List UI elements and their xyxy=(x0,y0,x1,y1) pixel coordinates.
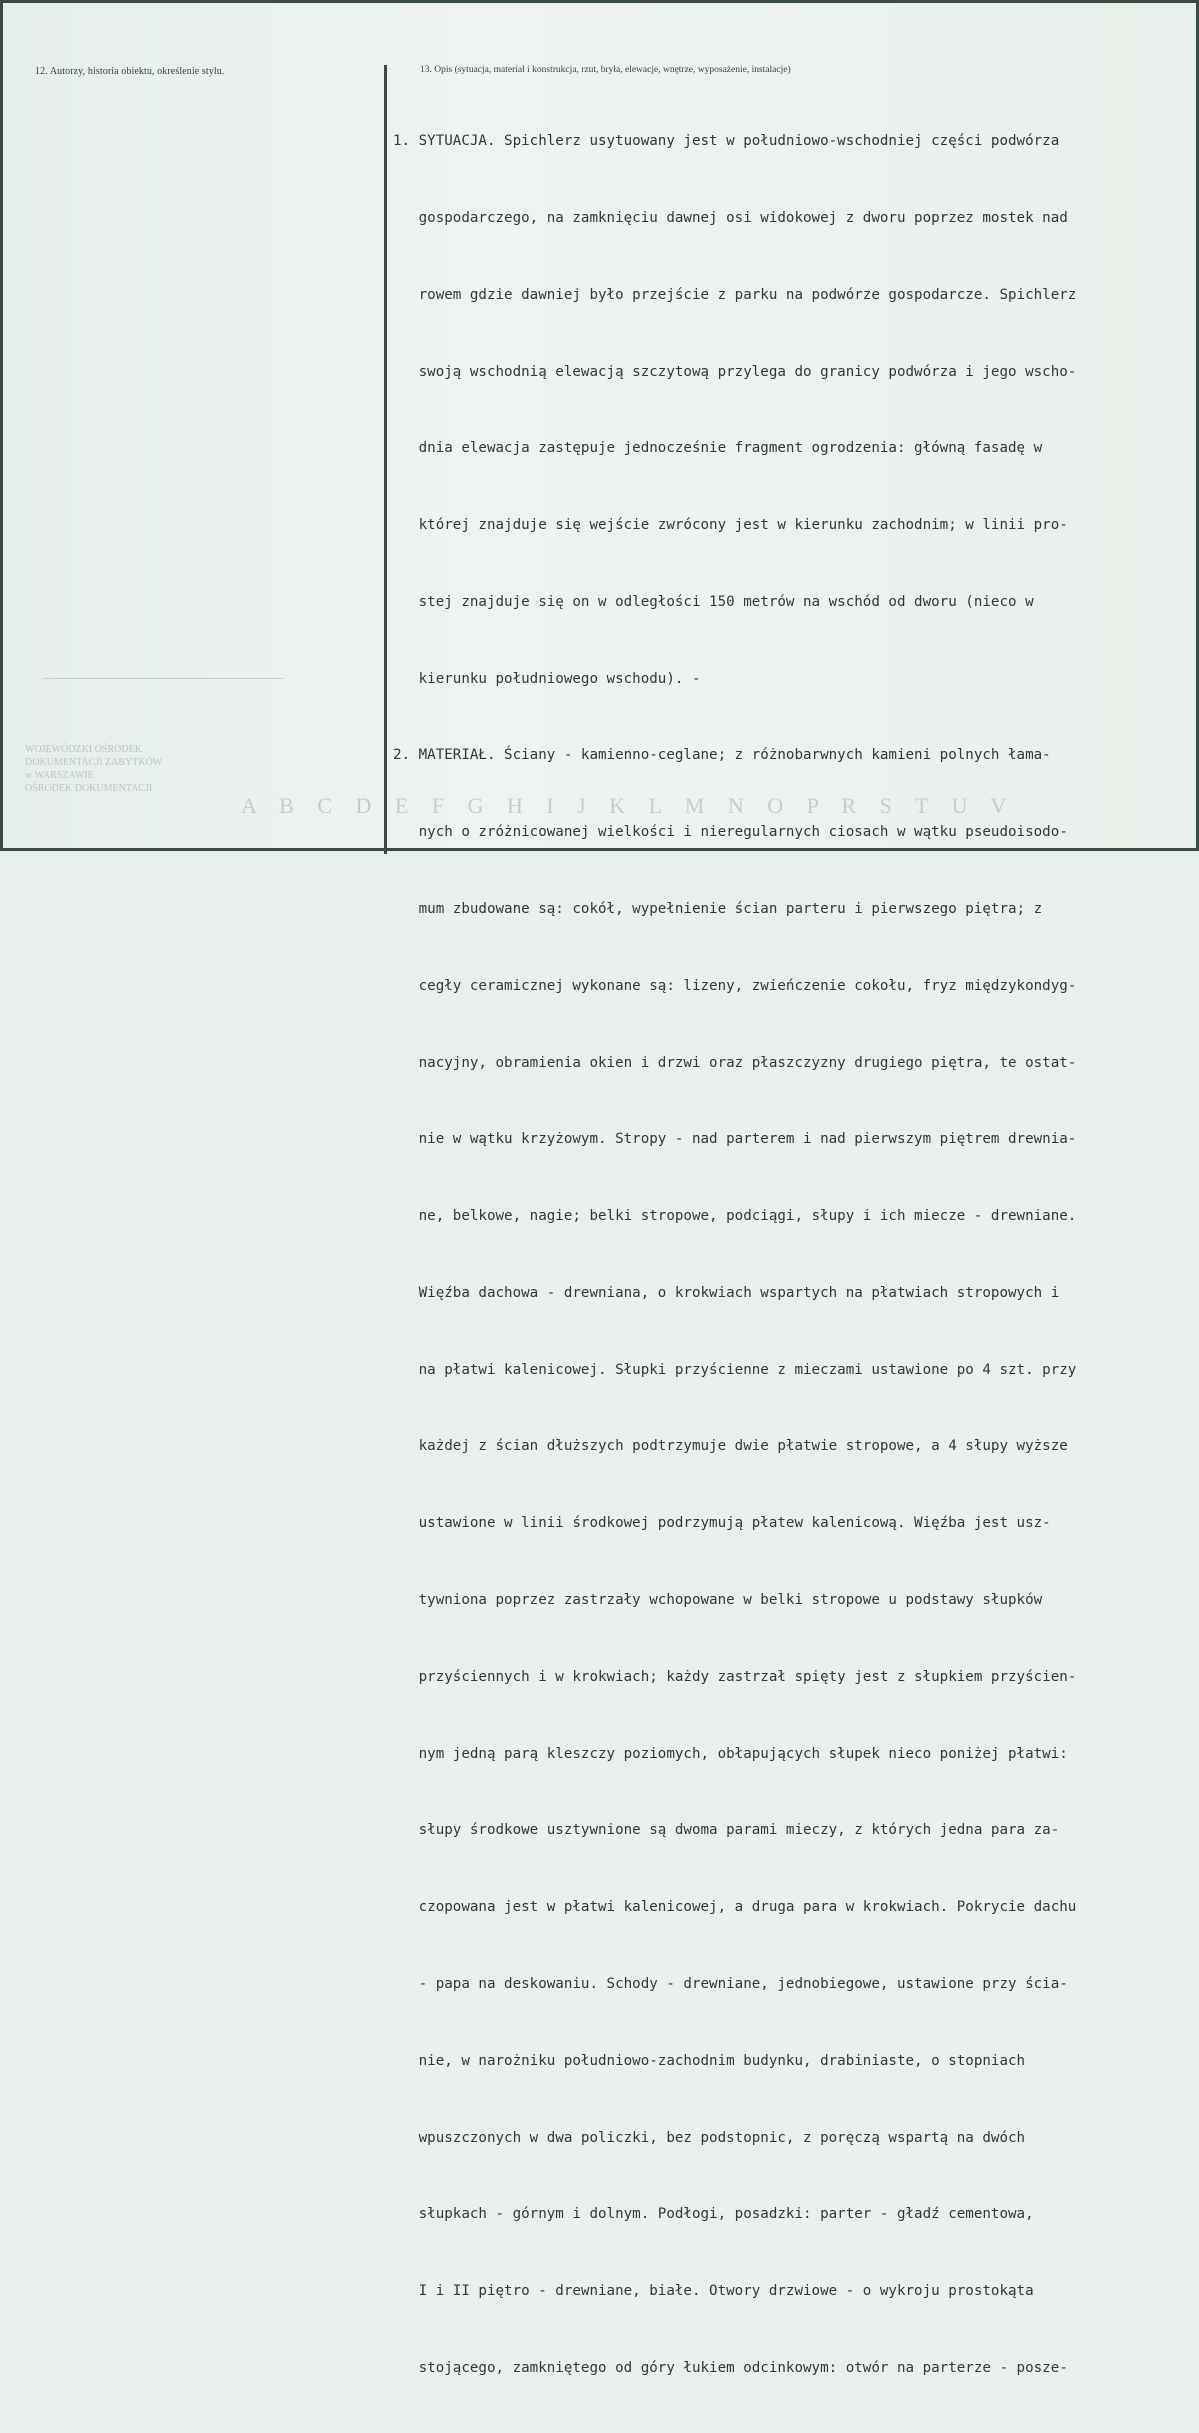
column-divider xyxy=(384,65,387,854)
text-line: 2. MATERIAŁ. Ściany - kamienno-ceglane; z różnobarwnych kamieni polnych łama- xyxy=(393,747,1051,764)
text-line: gospodarczego, na zamknięciu dawnej osi widokowej z dworu poprzez mostek nad xyxy=(393,209,1068,226)
faint-stamp xyxy=(25,743,162,795)
text-line: nacyjny, obramienia okien i drzwi oraz płaszczyzny drugiego piętra, te ostat- xyxy=(393,1054,1077,1071)
text-line: czopowana jest w płatwi kalenicowej, a druga para w krokwiach. Pokrycie dachu xyxy=(393,1899,1077,1916)
text-line: ne, belkowe, nagie; belki stropowe, podciągi, słupy i ich miecze - drewniane. xyxy=(393,1208,1077,1225)
text-line: I i II piętro - drewniane, białe. Otwory drzwiowe - o wykroju prostokąta xyxy=(393,2283,1034,2300)
text-line: wpuszczonych w dwa policzki, bez podstopnic, z poręczą wspartą na dwóch xyxy=(393,2129,1026,2146)
stamp-line: DOKUMENTACJI ZABYTKÓW xyxy=(25,757,163,768)
text-line: cegły ceramicznej wykonane są: lizeny, zwieńczenie cokołu, fryz międzykondyg- xyxy=(393,977,1077,994)
stamp-line: WOJEWÓDZKI OŚRODEK xyxy=(25,744,142,755)
text-line: stojącego, zamkniętego od góry łukiem odcinkowym: otwór na parterze - posze- xyxy=(393,2359,1068,2376)
text-line: nie, w narożniku południowo-zachodnim budynku, drabiniaste, o stopniach xyxy=(393,2052,1026,2069)
text-line: stej znajduje się on w odległości 150 metrów na wschód od dworu (nieco w xyxy=(393,593,1034,610)
text-line: rowem gdzie dawniej było przejście z parku na podwórze gospodarcze. Spichlerz xyxy=(393,286,1077,303)
text-line: przyściennych i w krokwiach; każdy zastrzał spięty jest z słupkiem przyścien- xyxy=(393,1668,1077,1685)
section-12-heading: 12. Autorzy, historia obiektu, określenie stylu. xyxy=(35,66,225,77)
text-line: mum zbudowane są: cokół, wypełnienie ścian parteru i pierwszego piętra; z xyxy=(393,901,1043,917)
text-line: - papa na deskowaniu. Schody - drewniane, jednobiegowe, ustawione przy ścia- xyxy=(393,1975,1068,1992)
stamp-line: OŚRODEK DOKUMENTACJI xyxy=(25,783,153,794)
text-line: nym jedną parą kleszczy poziomych, obłapujących słupek nieco poniżej płatwi: xyxy=(393,1745,1068,1762)
text-line: każdej z ścian dłuższych podtrzymuje dwie płatwie stropowe, a 4 słupy wyższe xyxy=(393,1438,1068,1455)
text-line: nych o zróżnicowanej wielkości i nieregularnych ciosach w wątku pseudoisodo- xyxy=(393,824,1068,841)
text-line: kierunku południowego wschodu). - xyxy=(393,670,701,687)
text-line: dnia elewacja zastępuje jednocześnie fragment ogrodzenia: główną fasadę w xyxy=(393,440,1043,457)
text-line: słupy środkowe usztywnione są dwoma parami mieczy, z których jedna para za- xyxy=(393,1822,1060,1839)
text-line: tywniona poprzez zastrzały wchopowane w belki stropowe u podstawy słupków xyxy=(393,1592,1043,1609)
text-line: ustawione w linii środkowej podrzymują płatew kalenicową. Więźba jest usz- xyxy=(393,1515,1051,1532)
text-line: słupkach - górnym i dolnym. Podłogi, posadzki: parter - gładź cementowa, xyxy=(393,2206,1034,2223)
section-13-heading: 13. Opis (sytuacja, materiał i konstrukcja, rzut, bryła, elewacje, wnętrze, wyposażenie, instalacje) xyxy=(420,65,791,75)
faint-rule xyxy=(43,678,283,679)
text-line: której znajduje się wejście zwrócony jest w kierunku zachodnim; w linii pro- xyxy=(393,517,1068,534)
typed-description xyxy=(393,78,1193,2433)
stamp-line: w WARSZAWIE xyxy=(25,770,94,781)
text-line: nie w wątku krzyżowym. Stropy - nad parterem i nad pierwszym piętrem drewnia- xyxy=(393,1131,1077,1148)
text-line: 1. SYTUACJA. Spichlerz usytuowany jest w południowo-wschodniej części podwórza xyxy=(393,133,1060,150)
text-line: na płatwi kalenicowej. Słupki przyścienne z mieczami ustawione po 4 szt. przy xyxy=(393,1361,1077,1378)
text-line: swoją wschodnią elewacją szczytową przylega do granicy podwórza i jego wscho- xyxy=(393,363,1077,380)
text-line: Więźba dachowa - drewniana, o krokwiach wspartych na płatwiach stropowych i xyxy=(393,1284,1060,1301)
faint-letters-row: A B C D E F G H I J K L M N O P R S T U V xyxy=(241,793,1016,818)
